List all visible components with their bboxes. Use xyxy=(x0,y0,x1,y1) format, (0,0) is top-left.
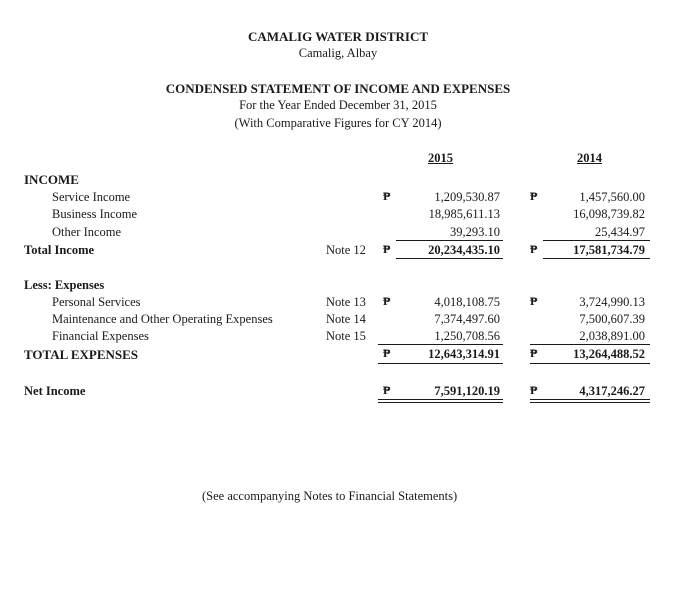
income-2014: 1,457,560.00 xyxy=(579,190,645,204)
expense-2014: 2,038,891.00 xyxy=(579,329,645,343)
peso-sign: ₱ xyxy=(530,294,538,308)
income-2015: 39,293.10 xyxy=(450,225,500,239)
peso-sign: ₱ xyxy=(530,383,538,397)
peso-sign: ₱ xyxy=(530,242,538,256)
peso-sign: ₱ xyxy=(383,189,391,203)
total-expenses-label: TOTAL EXPENSES xyxy=(24,347,139,362)
note-ref: Note 14 xyxy=(326,312,366,326)
peso-sign: ₱ xyxy=(383,294,391,308)
peso-sign: ₱ xyxy=(383,383,391,397)
total-rule xyxy=(396,258,503,259)
peso-sign: ₱ xyxy=(530,189,538,203)
note-ref: Note 15 xyxy=(326,329,366,343)
notes-reference: (See accompanying Notes to Financial Statements) xyxy=(202,489,458,503)
net-income-2014: 4,317,246.27 xyxy=(579,384,645,398)
subtotal-rule xyxy=(378,344,503,345)
subtotal-rule xyxy=(543,240,650,241)
column-header-2014: 2014 xyxy=(577,151,602,165)
expense-2015: 4,018,108.75 xyxy=(434,295,500,309)
income-label: Other Income xyxy=(52,225,122,239)
subtotal-rule xyxy=(530,344,650,345)
note-ref: Note 12 xyxy=(326,243,366,257)
statement-title: CONDENSED STATEMENT OF INCOME AND EXPENSES xyxy=(165,81,511,96)
expense-label: Maintenance and Other Operating Expenses xyxy=(52,312,273,326)
expense-2014: 7,500,607.39 xyxy=(579,312,645,326)
total-expenses-2015: 12,643,314.91 xyxy=(428,347,500,361)
expense-2014: 3,724,990.13 xyxy=(579,295,645,309)
net-income-2015: 7,591,120.19 xyxy=(434,384,500,398)
expense-2015: 1,250,708.56 xyxy=(434,329,500,343)
note-ref: Note 13 xyxy=(326,295,366,309)
income-2015: 18,985,611.13 xyxy=(428,207,500,221)
income-2014: 25,434.97 xyxy=(595,225,645,239)
total-rule xyxy=(543,258,650,259)
column-header-2015: 2015 xyxy=(428,151,453,165)
income-heading: INCOME xyxy=(24,172,79,187)
expense-label: Financial Expenses xyxy=(52,329,149,343)
double-rule xyxy=(378,399,503,403)
comparative-note: (With Comparative Figures for CY 2014) xyxy=(234,116,442,130)
entity-location: Camalig, Albay xyxy=(298,46,378,60)
entity-name: CAMALIG WATER DISTRICT xyxy=(247,29,429,44)
income-label: Service Income xyxy=(52,190,131,204)
total-income-2015: 20,234,435.10 xyxy=(428,243,500,257)
expense-label: Personal Services xyxy=(52,295,141,309)
total-rule xyxy=(530,363,650,364)
expenses-heading: Less: Expenses xyxy=(24,278,105,292)
total-expenses-2014: 13,264,488.52 xyxy=(573,347,645,361)
income-label: Business Income xyxy=(52,207,138,221)
income-2015: 1,209,530.87 xyxy=(434,190,500,204)
total-income-2014: 17,581,734.79 xyxy=(573,243,645,257)
peso-sign: ₱ xyxy=(383,242,391,256)
expense-2015: 7,374,497.60 xyxy=(434,312,500,326)
income-2014: 16,098,739.82 xyxy=(573,207,645,221)
subtotal-rule xyxy=(396,240,503,241)
double-rule xyxy=(530,399,650,403)
peso-sign: ₱ xyxy=(383,346,391,360)
statement-period: For the Year Ended December 31, 2015 xyxy=(239,98,437,112)
total-rule xyxy=(378,363,503,364)
peso-sign: ₱ xyxy=(530,346,538,360)
net-income-label: Net Income xyxy=(24,384,86,398)
total-income-label: Total Income xyxy=(24,243,95,257)
